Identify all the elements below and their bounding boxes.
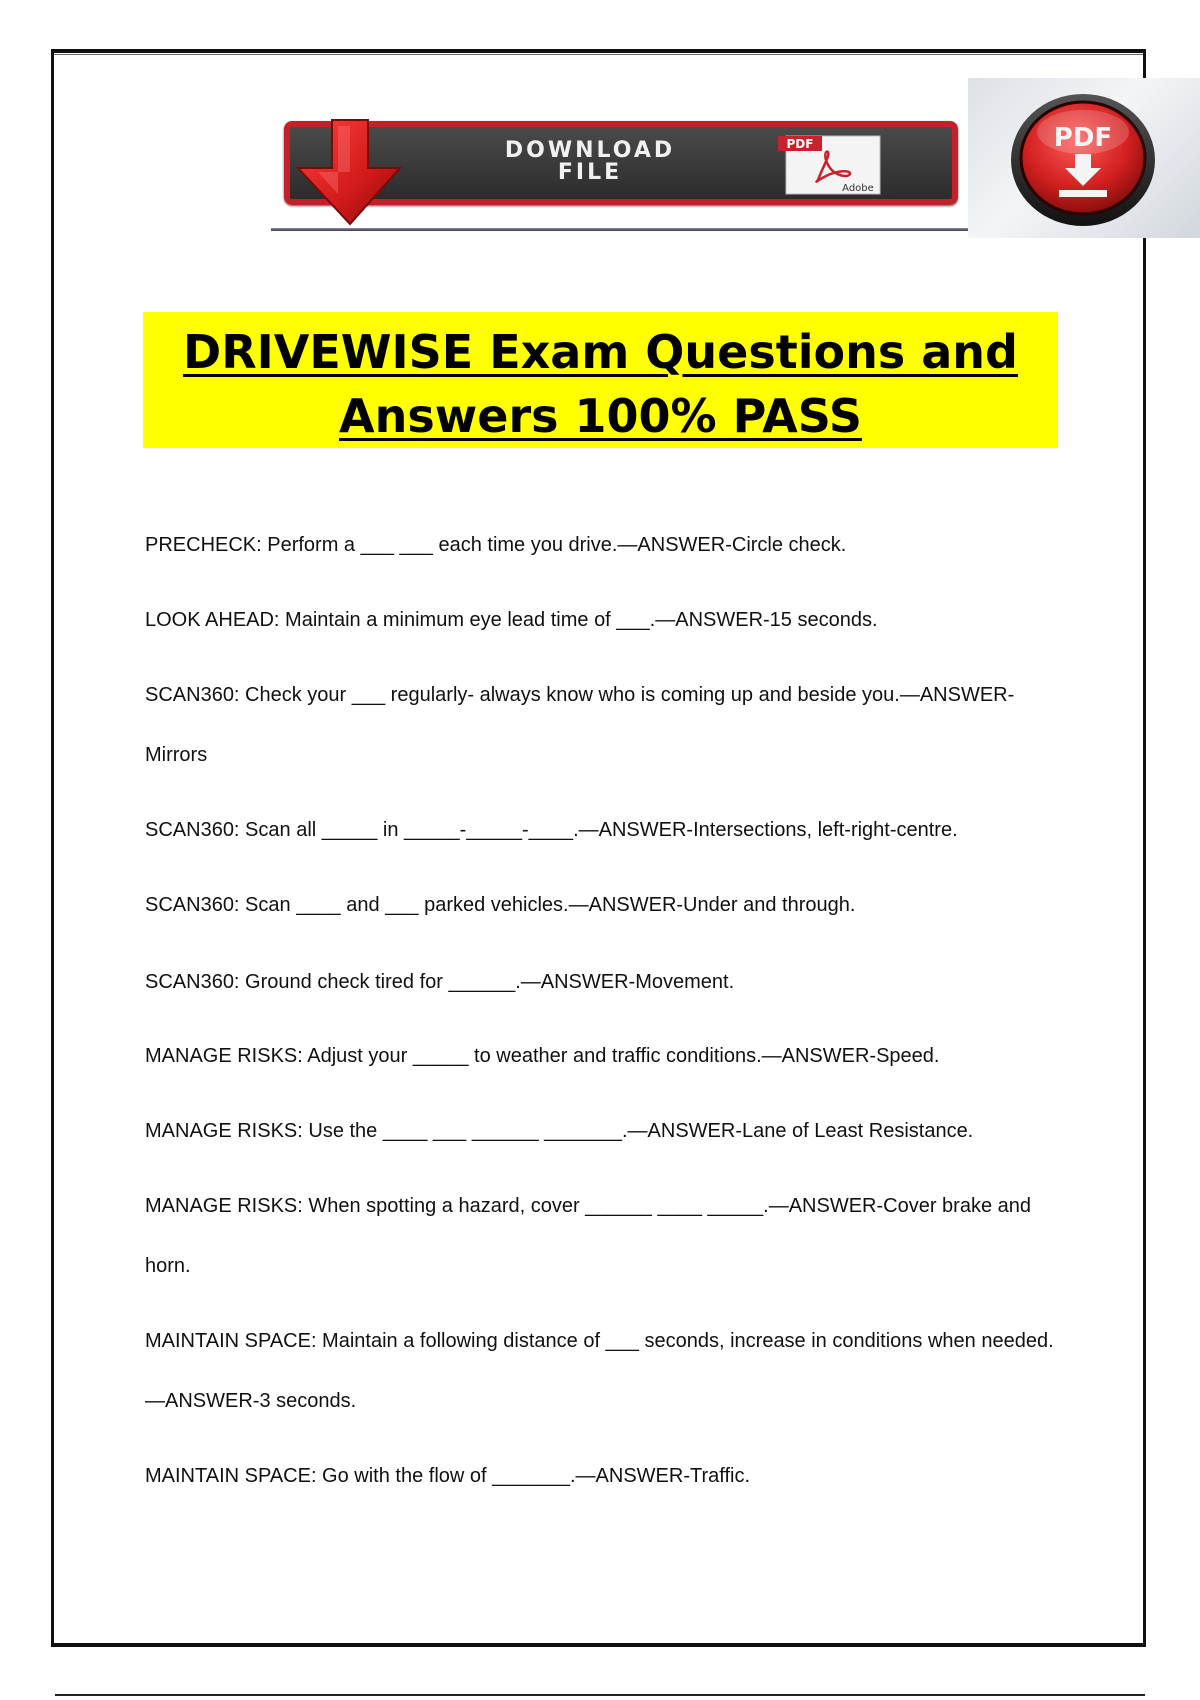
qa-item-maintain-space-distance: MAINTAIN SPACE: Maintain a following distance of ___ seconds, increase in conditions when needed.—ANSWER-3 seconds.	[145, 1330, 1054, 1412]
adobe-pdf-document-icon	[778, 134, 882, 196]
qa-item-scan360-parked-vehicles: SCAN360: Scan ____ and ___ parked vehicles.—ANSWER-Under and through.	[145, 894, 856, 916]
download-label-line2: FILE	[557, 160, 623, 185]
qa-item-manage-risks-cover-brake: MANAGE RISKS: When spotting a hazard, cover ______ ____ _____.—ANSWER-Cover brake and horn.	[145, 1195, 1032, 1277]
qa-item-look-ahead: LOOK AHEAD: Maintain a minimum eye lead time of ___.—ANSWER-15 seconds.	[145, 609, 878, 631]
qa-item-scan360-intersections: SCAN360: Scan all _____ in _____-_____-____.—ANSWER-Intersections, left-right-centre.	[145, 819, 958, 841]
qa-item-precheck-circle-check: PRECHECK: Perform a ___ ___ each time you drive.—ANSWER-Circle check.	[145, 534, 847, 556]
qa-item-maintain-space-traffic: MAINTAIN SPACE: Go with the flow of _______.—ANSWER-Traffic.	[145, 1465, 751, 1487]
download-arrow-icon	[288, 118, 424, 226]
pdf-button-label: PDF	[1053, 123, 1113, 153]
banner-underline	[271, 228, 971, 231]
pdf-doc-brand: Adobe	[842, 183, 874, 194]
qa-item-scan360-mirrors: SCAN360: Check your ___ regularly- always know who is coming up and beside you.—ANSWER-Mirrors	[145, 684, 1015, 766]
title-line-1: DRIVEWISE Exam Questions and	[183, 325, 1018, 379]
page-border-inner-line	[54, 54, 1143, 55]
qa-item-manage-risks-speed: MANAGE RISKS: Adjust your _____ to weather and traffic conditions.—ANSWER-Speed.	[145, 1045, 940, 1067]
pdf-download-button-icon[interactable]	[1005, 88, 1163, 238]
pdf-doc-label: PDF	[786, 137, 814, 151]
download-file-label	[440, 140, 740, 184]
download-label-line1: DOWNLOAD	[504, 138, 676, 163]
qa-item-scan360-ground-check: SCAN360: Ground check tired for ______.—ANSWER-Movement.	[145, 971, 735, 993]
document-title	[143, 312, 1058, 448]
qa-item-manage-risks-lane: MANAGE RISKS: Use the ____ ___ ______ _______.—ANSWER-Lane of Least Resistance.	[145, 1120, 974, 1142]
bottom-rule	[55, 1694, 1145, 1696]
title-line-2: Answers 100% PASS	[339, 389, 862, 443]
